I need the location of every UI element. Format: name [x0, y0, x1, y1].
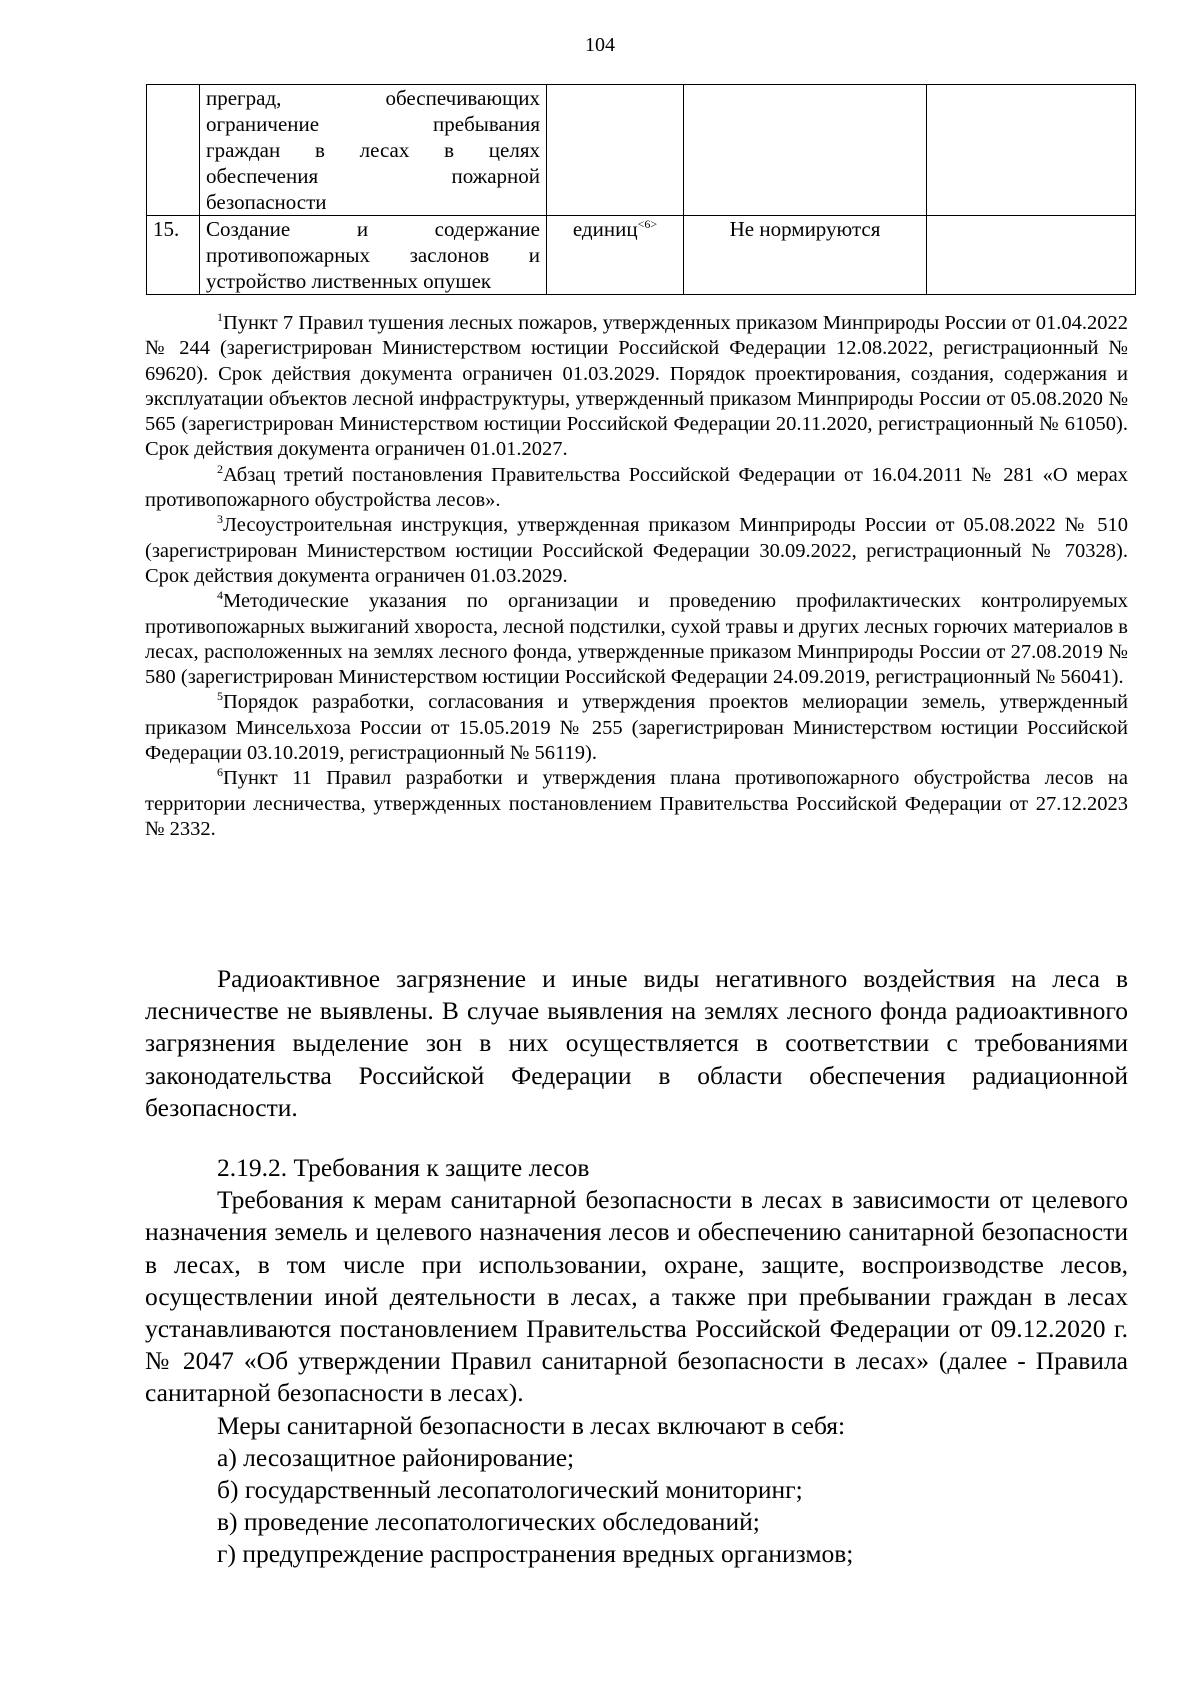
radioactive-contamination-paragraph: Радиоактивное загрязнение и иные виды негативного воздействия на леса в лесничестве не выявлены. В случае выявления на землях лесного фонда радиоактивного загрязнения выделение зон в них осуществляется в соответствии с требованиями законодательства Российской Федерации в области обеспечения радиационной безопасности.	[145, 964, 1128, 1122]
footnote-text: Порядок разработки, согласования и утверждения проектов мелиорации земель, утвержденный приказом Минсельхоза России от 15.05.2019 № 255 (зарегистрирован Министерством юстиции Российской Федерации 03.10.2019, регистрационный № 56119).	[145, 691, 1128, 765]
measures-intro: Меры санитарной безопасности в лесах включают в себя:	[217, 1410, 846, 1440]
footnote-mark: 5	[217, 689, 223, 704]
footnote	[145, 463, 1128, 514]
footnotes	[145, 311, 1128, 842]
norm-cell: Не нормируются	[684, 216, 927, 295]
list-item: г) предупреждение распространения вредных организмов;	[217, 1539, 854, 1569]
footnote-text: Пункт 11 Правил разработки и утверждения плана противопожарного обустройства лесов на территории лесничества, утвержденных постановлением Правительства Российской Федерации от 27.12.2023 № 2332.	[145, 767, 1128, 840]
measure-name-line: Создание и содержание	[206, 217, 540, 241]
extra-cell	[927, 85, 1136, 216]
sanitary-requirements-paragraph: Требования к мерам санитарной безопасности в лесах в зависимости от целевого назначения земель и целевого назначения лесов и обеспечению санитарной безопасности в лесах, в том числе при использовании, охране, защите, воспроизводстве лесов, осуществлении иной деятельности в лесах, а также при пребывании граждан в лесах устанавливаются постановлением Правительства Российской Федерации от 09.12.2020 г. № 2047 «Об утверждении Правил санитарной безопасности в лесах» (далее - Правила санитарной безопасности в лесах).	[145, 1185, 1128, 1408]
measure-name-cell	[200, 216, 547, 295]
measure-name-line: противопожарных заслонов и	[206, 243, 540, 267]
table-row	[147, 85, 1136, 216]
measure-name-line: ограничение пребывания	[206, 112, 540, 136]
section-heading: 2.19.2. Требования к защите лесов	[217, 1153, 590, 1183]
footnote	[145, 513, 1128, 589]
footnote-text: Абзац третий постановления Правительства Российской Федерации от 16.04.2011 № 281 «О мерах противопожарного обустройства лесов».	[145, 463, 1128, 512]
measure-name-line: устройство лиственных опушек	[206, 269, 492, 293]
footnote-text: Лесоустроительная инструкция, утвержденная приказом Минприроды России от 05.08.2022 № 510 (зарегистрирован Министерством юстиции Российской Федерации 30.09.2022, регистрационный № 70328). Срок действия документа ограничен 01.03.2029.	[145, 514, 1128, 587]
footnote	[145, 589, 1128, 690]
measure-name-line: обеспечения пожарной	[206, 164, 540, 188]
footnote	[145, 690, 1128, 766]
row-number-cell	[147, 85, 200, 216]
unit-cell	[547, 85, 684, 216]
footnote	[145, 311, 1128, 463]
table-row	[147, 216, 1136, 295]
list-item: б) государственный лесопатологический мониторинг;	[217, 1475, 803, 1505]
row-number-cell: 15.	[147, 216, 200, 295]
footnote-text: Методические указания по организации и проведению профилактических контролируемых противопожарных выжиганий хвороста, лесной подстилки, сухой травы и других лесных горючих материалов в лесах, расположенных на землях лесного фонда, утвержденные приказом Минприроды России от 27.08.2019 № 580 (зарегистрирован Министерством юстиции Российской Федерации 24.09.2019, регистрационный № 56041).	[145, 590, 1128, 689]
footnote-mark: 4	[217, 588, 223, 603]
page-number: 104	[585, 34, 615, 56]
measure-name-cell	[200, 85, 547, 216]
list-item: а) лесозащитное районирование;	[217, 1442, 575, 1472]
unit-text: единиц	[572, 217, 638, 241]
measure-name-line: граждан в лесах в целях	[206, 138, 540, 162]
footnote-text: Пункт 7 Правил тушения лесных пожаров, утвержденных приказом Минприроды России от 01.04.2022 № 244 (зарегистрирован Министерством юстиции Российской Федерации 12.08.2022, регистрационный № 69620). Срок действия документа ограничен 01.03.2029. Порядок проектирования, создания, содержания и эксплуатации объектов лесной инфраструктуры, утвержденный приказом Минприроды России от 05.08.2020 № 565 (зарегистрирован Министерством юстиции Российской Федерации 20.11.2020, регистрационный № 61050). Срок действия документа ограничен 01.01.2027.	[145, 312, 1128, 461]
footnote-mark: 1	[217, 310, 223, 325]
footnote	[145, 766, 1128, 842]
footnote-mark: 6	[217, 765, 223, 780]
list-item: в) проведение лесопатологических обследований;	[217, 1507, 760, 1537]
measure-name-line: безопасности	[206, 190, 327, 214]
footnote-mark: 2	[217, 461, 223, 476]
footnote-mark: 3	[217, 512, 223, 527]
unit-cell	[547, 216, 684, 295]
main-text	[145, 963, 1128, 1571]
fire-safety-measures-table	[146, 84, 1136, 295]
extra-cell	[927, 216, 1136, 295]
norm-cell	[684, 85, 927, 216]
unit-footnote-ref: <6>	[637, 217, 658, 231]
measure-name-line: преград, обеспечивающих	[206, 86, 540, 110]
